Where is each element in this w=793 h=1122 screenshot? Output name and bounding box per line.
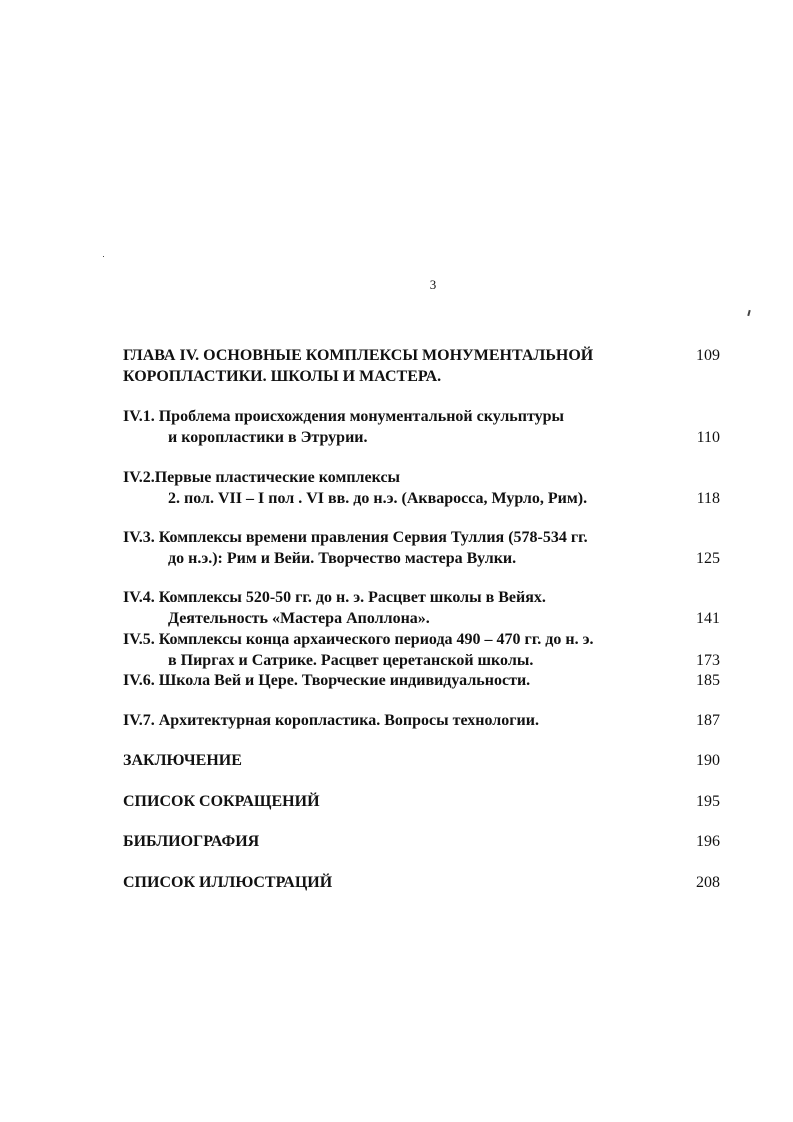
scan-speck [103, 256, 104, 257]
toc-entry-line: IV.7. Архитектурная коропластика. Вопросы технологии. [123, 712, 539, 729]
toc-entry-iv-1[interactable] [123, 406, 723, 448]
toc-entry-iv-6[interactable] [123, 670, 723, 691]
toc-entry-line: IV.1. Проблема происхождения монументальной скульптуры [123, 408, 565, 425]
toc-entry-line: IV.6. Школа Вей и Цере. Творческие индивидуальности. [123, 672, 531, 689]
toc-entry-chapter-4[interactable] [123, 345, 723, 387]
toc-entry-iv-7[interactable] [123, 710, 723, 731]
toc-entry-iv-4[interactable] [123, 587, 723, 629]
toc-entry-line: ГЛАВА IV. ОСНОВНЫЕ КОМПЛЕКСЫ МОНУМЕНТАЛЬНОЙ [123, 347, 594, 364]
toc-entry-line: IV.2.Первые пластические комплексы [123, 469, 401, 486]
toc-page-number: 173 [696, 652, 720, 669]
toc-page-number: 125 [696, 550, 720, 567]
toc-entry-line: БИБЛИОГРАФИЯ [123, 833, 260, 850]
scan-speck [747, 310, 750, 316]
toc-page-number: 190 [696, 752, 720, 769]
toc-entry-line: IV.5. Комплексы конца архаического периода 490 – 470 гг. до н. э. [123, 631, 594, 648]
toc-entry-line: IV.3. Комплексы времени правления Сервия Туллия (578-534 гг. [123, 529, 588, 546]
toc-entry-line: СПИСОК ИЛЛЮСТРАЦИЙ [123, 874, 333, 891]
toc-page-number: 118 [696, 490, 720, 507]
toc-page-number: 185 [696, 672, 720, 689]
toc-entry-line: в Пиргах и Сатрике. Расцвет церетанской школы. [168, 652, 534, 669]
toc-entry-line: КОРОПЛАСТИКИ. ШКОЛЫ И МАСТЕРА. [123, 368, 442, 385]
toc-page-number: 110 [696, 429, 720, 446]
toc-page-number: 195 [696, 793, 720, 810]
toc-page-number: 141 [696, 610, 720, 627]
toc-page-number: 208 [696, 874, 720, 891]
toc-page-number: 196 [696, 833, 720, 850]
toc-entry-line: СПИСОК СОКРАЩЕНИЙ [123, 793, 320, 810]
toc-entry-abbreviations[interactable] [123, 791, 723, 812]
toc-entry-line: до н.э.): Рим и Вейи. Творчество мастера Вулки. [168, 550, 517, 567]
toc-entry-line: ЗАКЛЮЧЕНИЕ [123, 752, 242, 769]
toc-entry-conclusion[interactable] [123, 750, 723, 771]
toc-entry-line: IV.4. Комплексы 520-50 гг. до н. э. Расцвет школы в Вейях. [123, 589, 546, 606]
toc-entry-bibliography[interactable] [123, 831, 723, 852]
page-number: 3 [429, 277, 437, 292]
toc-entry-line: Деятельность «Мастера Аполлона». [168, 610, 430, 627]
toc-page-number: 109 [696, 347, 720, 364]
toc-entry-illustrations[interactable] [123, 872, 723, 893]
toc-entry-iv-2[interactable] [123, 467, 723, 509]
toc-entry-line: и коропластики в Этрурии. [168, 429, 368, 446]
toc-entry-iv-3[interactable] [123, 527, 723, 569]
toc-page-number: 187 [696, 712, 720, 729]
toc-entry-iv-5[interactable] [123, 629, 723, 671]
toc-entry-line: 2. пол. VII – I пол . VI вв. до н.э. (Акваросса, Мурло, Рим). [168, 490, 588, 507]
